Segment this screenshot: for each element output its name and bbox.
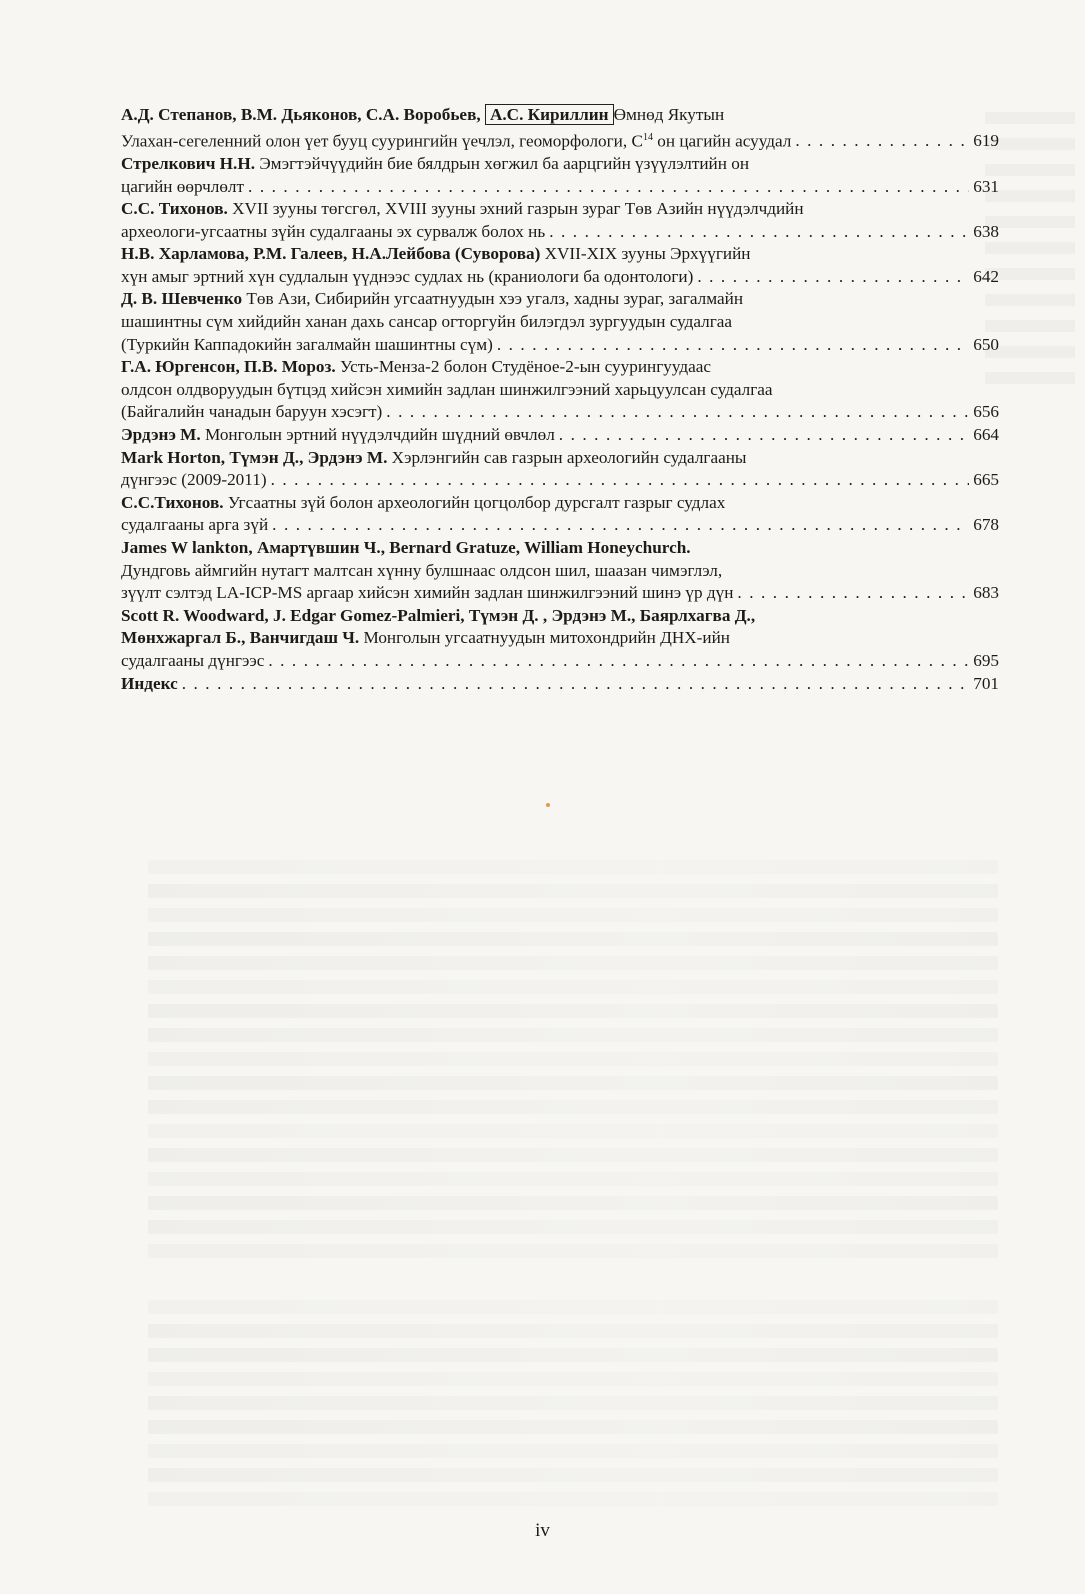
bleed-through-line [148,1076,998,1090]
dot-leader [271,469,970,492]
entry-title: Эмэгтэйчүүдийн бие бялдрын хөгжил ба аарцгийн үзүүлэлтийн он [259,153,750,173]
entry-title: XVII-XIX зууны Эрхүүгийн [544,244,751,264]
dot-leader [182,673,970,696]
entry-title: Улахан-сегеленний олон үет бууц суурингийн үечлэл, геоморфологи, С [121,131,643,151]
bleed-through-line [148,860,998,874]
toc-entry[interactable] [121,605,999,673]
bleed-through-line [148,908,998,922]
ink-speck [546,803,550,807]
entry-title: шашинтны сүм хийдийн ханан дахь сансар огторгуйн билэгдэл зургуудын судалгаа [121,312,733,332]
entry-authors: А.Д. Степанов, В.М. Дьяконов, С.А. Воробьев, [121,105,481,124]
entry-title: зүүлт сэлтэд LA-ICP-MS аргаар хийсэн химийн задлан шинжилгээний шинэ үр дүн [121,583,734,603]
bleed-through-line [148,1028,998,1042]
toc-entry[interactable] [121,673,999,696]
entry-title: Өмнөд Якутын [613,105,725,124]
dot-leader [497,334,969,357]
entry-title: (Байгалийн чанадын баруун хэсэгт) [121,402,383,422]
entry-title: Монголын угсаатнуудын митохондрийн ДНХ-ийн [363,628,730,648]
entry-title: Төв Ази, Сибирийн угсаатнуудын хээ угалз, хадны зураг, загалмайн [246,289,744,309]
bleed-through-line [148,1100,998,1114]
bleed-through-line [148,1196,998,1210]
entry-authors: Mark Horton, Түмэн Д., Эрдэнэ М. [121,447,388,467]
dot-leader [697,266,969,289]
dot-leader [248,176,969,199]
entry-authors: James W lankton, Амартүвшин Ч., Bernard Gratuze, William Honeychurch. [121,538,691,558]
entry-title: археологи-угсаатны зүйн судалгааны эх сурвалж болох нь [121,221,546,241]
toc-entry[interactable] [121,537,999,605]
page-number: 619 [973,131,999,151]
toc-entry[interactable] [121,198,999,243]
page-number: 695 [973,650,999,670]
toc-entry[interactable] [121,243,999,288]
entry-authors: Scott R. Woodward, J. Edgar Gomez-Palmieri, Түмэн Д. , Эрдэнэ М., Баярлхагва Д., [121,605,756,625]
entry-title: дүнгээс (2009-2011) [121,470,267,490]
entry-title: олдсон олдворуудын бүтцэд хийсэн химийн задлан шинжилгээний харьцуулсан судалгаа [121,379,773,399]
page-number: 683 [973,583,999,603]
bleed-through-line [148,884,998,898]
bleed-through-line [148,1468,998,1482]
entry-authors: Мөнхжаргал Б., Ванчигдаш Ч. [121,628,360,648]
bleed-through-line [148,1300,998,1314]
toc-entry[interactable] [121,288,999,356]
bleed-through-line [148,956,998,970]
dot-leader [737,582,969,605]
dot-leader [559,424,969,447]
bleed-through-line [148,1492,998,1506]
bleed-through-line [148,932,998,946]
entry-title: Угсаатны зүй болон археологийн цогцолбор дурсгалт газрыг судлах [227,492,726,512]
page-number: 701 [973,673,999,693]
bleed-through-line [148,1052,998,1066]
page-folio: iv [535,1520,550,1541]
page-number: 665 [973,470,999,490]
page-number: 650 [973,334,999,354]
entry-authors: Н.В. Харламова, Р.М. Галеев, Н.А.Лейбова (Суворова) [121,244,541,264]
bleed-through-line [148,980,998,994]
entry-authors: С.С. Тихонов. [121,199,228,219]
entry-authors: Д. В. Шевченко [121,289,243,309]
bleed-through-line [148,1420,998,1434]
bleed-through-line [148,1444,998,1458]
bleed-through-line [148,1172,998,1186]
entry-authors: Стрелкович Н.Н. [121,153,256,173]
page-number: 642 [973,266,999,286]
entry-title: Усть-Менза-2 болон Студёное-2-ын суурингуудаас [340,357,711,377]
dot-leader [549,221,969,244]
dot-leader [272,514,969,537]
entry-title: Хэрлэнгийн сав газрын археологийн судалгааны [391,447,747,467]
toc-entry[interactable] [121,424,999,447]
entry-title-superscript: 14 [642,131,653,143]
table-of-contents [121,104,999,695]
toc-entry[interactable] [121,153,999,198]
dot-leader [268,650,969,673]
entry-title: хүн амыг эртний хүн судлалын үүднээс судлах нь (краниологи ба одонтологи) [121,266,694,286]
page-number: 664 [973,425,999,445]
bleed-through-line [148,1244,998,1258]
entry-title: цагийн өөрчлөлт [121,176,245,196]
entry-title: судалгааны арга зүй [121,515,269,535]
page-number: 638 [973,221,999,241]
dot-leader [795,130,969,153]
bleed-through-line [148,1324,998,1338]
bleed-through-line [148,1396,998,1410]
toc-entry[interactable] [121,356,999,424]
toc-entry[interactable] [121,492,999,537]
entry-title: он цагийн асуудал [652,131,792,151]
entry-title: судалгааны дүнгээс [121,650,265,670]
entry-authors: Г.А. Юргенсон, П.В. Мороз. [121,357,336,377]
entry-authors: Индекс [121,673,178,693]
page-number: 678 [973,515,999,535]
highlighted-author: А.С. Кириллин [485,104,614,125]
page-number: 631 [973,176,999,196]
entry-authors: Эрдэнэ М. [121,425,201,445]
entry-authors: С.С.Тихонов. [121,492,224,512]
entry-title: Дундговь аймгийн нутагт малтсан хүнну булшнаас олдсон шил, шаазан чимэглэл, [121,560,723,580]
bleed-through-line [148,1220,998,1234]
bleed-through-line [148,1124,998,1138]
bleed-through-line [148,1004,998,1018]
bleed-through-line [148,1348,998,1362]
entry-title: (Туркийн Каппадокийн загалмайн шашинтны сүм) [121,334,493,354]
entry-title: XVII зууны төгсгөл, XVIII зууны эхний газрын зураг Төв Азийн нүүдэлчдийн [232,199,804,219]
page-number: 656 [973,402,999,422]
toc-entry[interactable] [121,447,999,492]
toc-entry[interactable] [121,104,999,153]
bleed-through-line [148,1148,998,1162]
bleed-through-line [148,1372,998,1386]
entry-title: Монголын эртний нүүдэлчдийн шүдний өвчлөл [204,425,555,445]
dot-leader [386,401,969,424]
